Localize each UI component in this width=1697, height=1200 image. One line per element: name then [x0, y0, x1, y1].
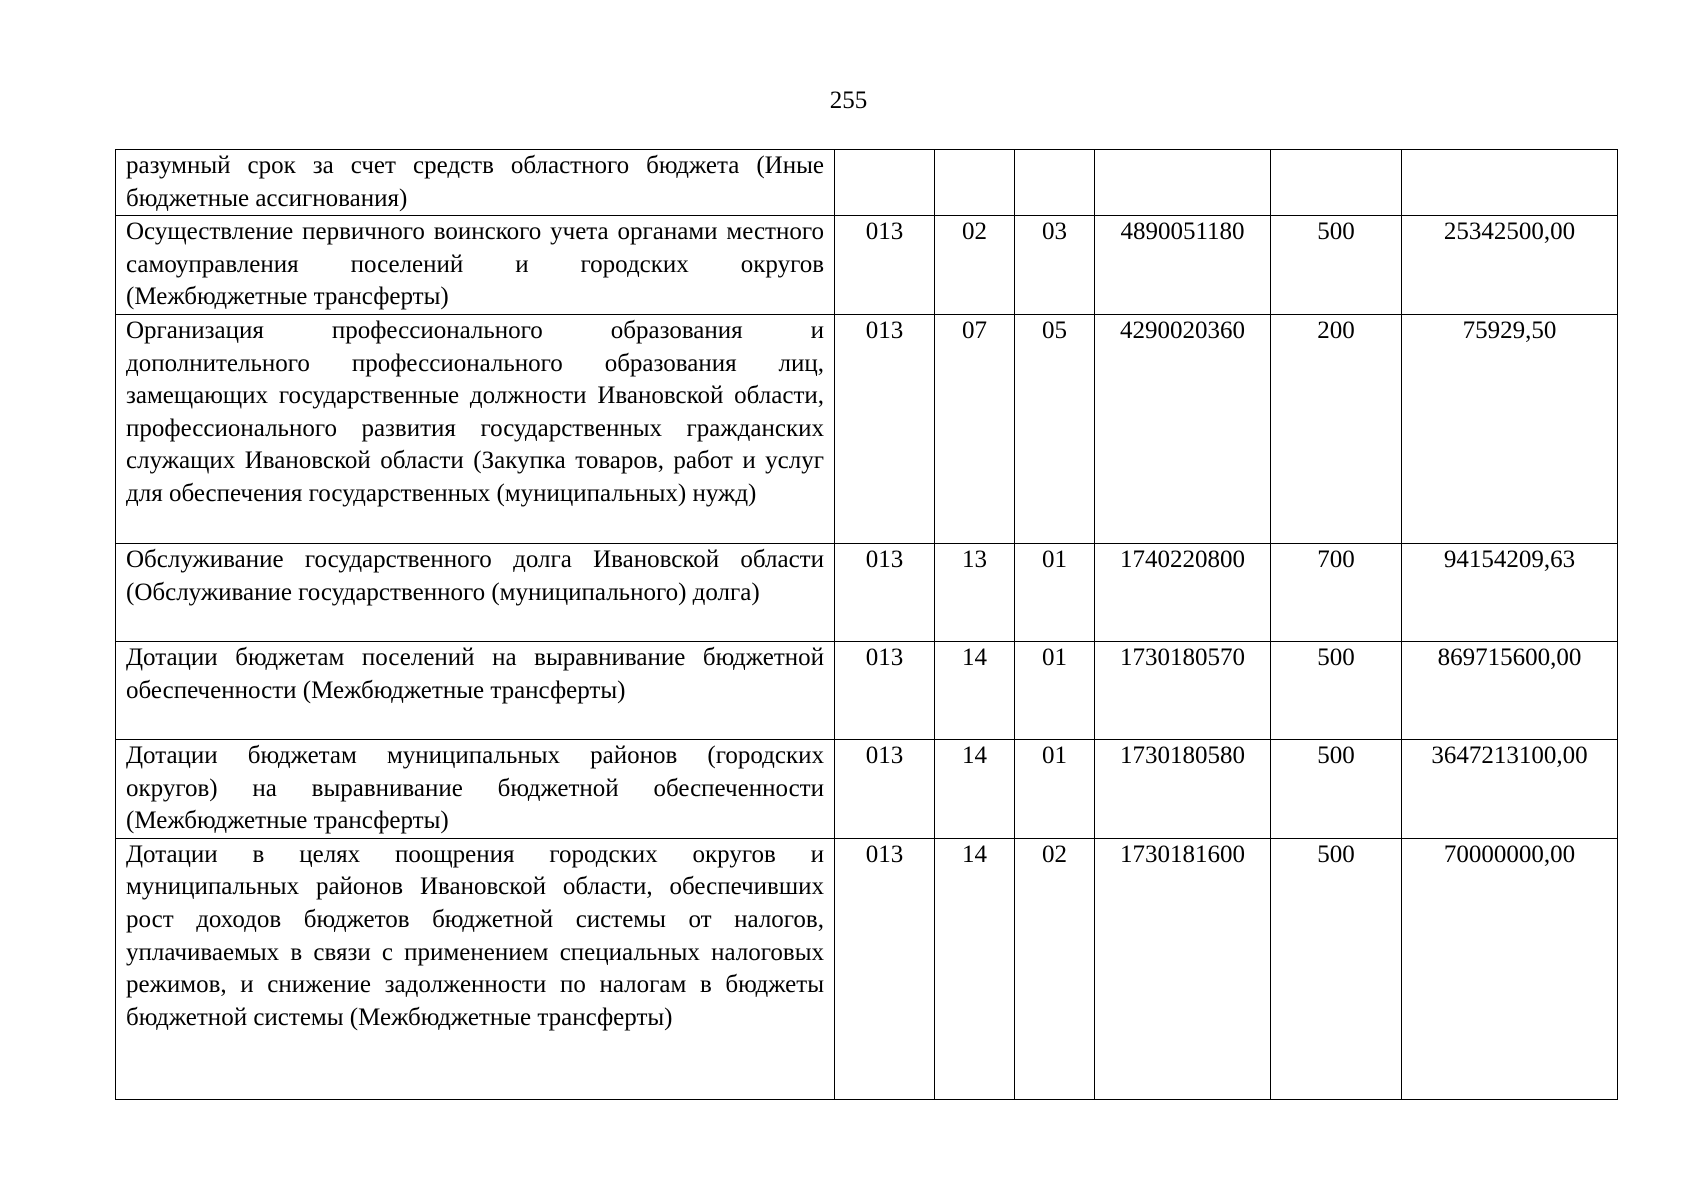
section-code — [935, 150, 1015, 216]
expense-type-code — [1271, 150, 1402, 216]
table-row — [116, 150, 1618, 216]
table-row — [116, 216, 1618, 315]
target-article-code: 4290020360 — [1095, 314, 1271, 543]
ministry-code: 013 — [835, 739, 935, 838]
amount: 70000000,00 — [1402, 838, 1618, 1099]
target-article-code: 1740220800 — [1095, 543, 1271, 641]
row-description: Обслуживание государственного долга Ивановской области (Обслуживание государственного (муниципального) долга) — [116, 543, 835, 641]
row-description: Организация профессионального образования и дополнительного профессионального образования лиц, замещающих государственные должности Ивановской области, профессионального развития государственных гражданских служащих Ивановской области (Закупка товаров, работ и услуг для обеспечения государственных (муниципальных) нужд) — [116, 314, 835, 543]
amount — [1402, 150, 1618, 216]
expense-type-code: 500 — [1271, 641, 1402, 739]
section-code: 07 — [935, 314, 1015, 543]
ministry-code — [835, 150, 935, 216]
table-row — [116, 838, 1618, 1099]
table-row — [116, 314, 1618, 543]
subsection-code: 05 — [1015, 314, 1095, 543]
ministry-code: 013 — [835, 641, 935, 739]
section-code: 13 — [935, 543, 1015, 641]
subsection-code: 02 — [1015, 838, 1095, 1099]
ministry-code: 013 — [835, 838, 935, 1099]
amount: 3647213100,00 — [1402, 739, 1618, 838]
section-code: 14 — [935, 739, 1015, 838]
expense-type-code: 500 — [1271, 838, 1402, 1099]
table-row — [116, 543, 1618, 641]
amount: 94154209,63 — [1402, 543, 1618, 641]
row-description: разумный срок за счет средств областного бюджета (Иные бюджетные ассигнования) — [116, 150, 835, 216]
row-description: Дотации бюджетам поселений на выравнивание бюджетной обеспеченности (Межбюджетные трансферты) — [116, 641, 835, 739]
subsection-code — [1015, 150, 1095, 216]
target-article-code: 1730180570 — [1095, 641, 1271, 739]
expense-type-code: 700 — [1271, 543, 1402, 641]
subsection-code: 01 — [1015, 641, 1095, 739]
table-row — [116, 641, 1618, 739]
amount: 25342500,00 — [1402, 216, 1618, 315]
target-article-code: 4890051180 — [1095, 216, 1271, 315]
target-article-code: 1730181600 — [1095, 838, 1271, 1099]
ministry-code: 013 — [835, 216, 935, 315]
page-number: 255 — [829, 87, 868, 114]
ministry-code: 013 — [835, 314, 935, 543]
ministry-code: 013 — [835, 543, 935, 641]
amount: 869715600,00 — [1402, 641, 1618, 739]
target-article-code: 1730180580 — [1095, 739, 1271, 838]
subsection-code: 01 — [1015, 543, 1095, 641]
amount: 75929,50 — [1402, 314, 1618, 543]
subsection-code: 03 — [1015, 216, 1095, 315]
section-code: 14 — [935, 838, 1015, 1099]
budget-table — [115, 149, 1618, 1100]
row-description: Дотации в целях поощрения городских округов и муниципальных районов Ивановской области, обеспечивших рост доходов бюджетов бюджетной системы от налогов, уплачиваемых в связи с применением специальных налоговых режимов, и снижение задолженности по налогам в бюджеты бюджетной системы (Межбюджетные трансферты) — [116, 838, 835, 1099]
section-code: 14 — [935, 641, 1015, 739]
subsection-code: 01 — [1015, 739, 1095, 838]
target-article-code — [1095, 150, 1271, 216]
expense-type-code: 500 — [1271, 216, 1402, 315]
table-row — [116, 739, 1618, 838]
row-description: Дотации бюджетам муниципальных районов (городских округов) на выравнивание бюджетной обеспеченности (Межбюджетные трансферты) — [116, 739, 835, 838]
expense-type-code: 500 — [1271, 739, 1402, 838]
expense-type-code: 200 — [1271, 314, 1402, 543]
section-code: 02 — [935, 216, 1015, 315]
row-description: Осуществление первичного воинского учета органами местного самоуправления поселений и городских округов (Межбюджетные трансферты) — [116, 216, 835, 315]
